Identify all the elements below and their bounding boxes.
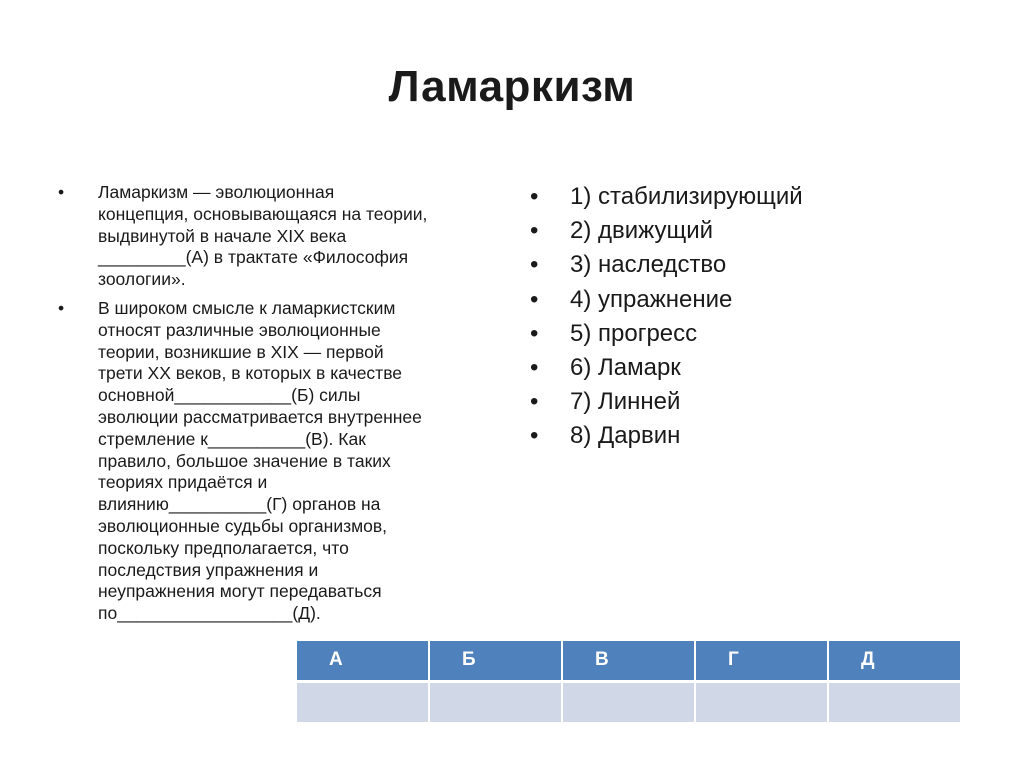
answer-cell[interactable] (695, 681, 828, 722)
answer-table (295, 641, 962, 722)
paragraph-2 (58, 298, 498, 625)
text-line: правило, большое значение в таких (98, 450, 391, 471)
table-header-cell: А (296, 641, 429, 681)
option-item (530, 214, 990, 248)
paragraph-1 (58, 182, 498, 291)
bullet-icon: • (58, 182, 65, 202)
option-label: 3) наследство (570, 251, 727, 279)
text-line: концепция, основывающаяся на теории, (98, 203, 428, 224)
table-header-cell: Г (695, 641, 828, 681)
text-line: трети XX веков, в которых в качестве (98, 363, 403, 384)
table-header-cell: Д (828, 641, 961, 681)
text-line: по__________________(Д). (98, 603, 321, 624)
option-label: 6) Ламарк (570, 354, 681, 382)
text-line: неупражнения могут передаваться (98, 581, 382, 602)
option-item (530, 248, 990, 282)
answer-cell[interactable] (562, 681, 695, 722)
bullet-icon: • (530, 251, 539, 279)
text-line: _________(А) в трактате «Философия (98, 247, 409, 268)
text-line: эволюции рассматривается внутреннее (98, 406, 422, 427)
text-line: зоологии». (98, 269, 186, 290)
text-column (58, 182, 498, 632)
option-label: 8) Дарвин (570, 422, 681, 450)
option-label: 4) упражнение (570, 285, 733, 313)
bullet-icon: • (530, 319, 539, 347)
text-line: Ламаркизм — эволюционная (98, 182, 335, 202)
option-label: 7) Линней (570, 388, 681, 416)
bullet-icon: • (530, 354, 539, 382)
option-item (530, 180, 990, 214)
text-line: теории, возникшие в XIX — первой (98, 341, 384, 362)
text-line: эволюционные судьбы организмов, (98, 515, 388, 536)
text-line: основной____________(Б) силы (98, 385, 361, 406)
option-label: 5) прогресс (570, 319, 698, 347)
text-line: теориях придаётся и (98, 472, 268, 493)
option-item (530, 351, 990, 385)
bullet-icon: • (530, 183, 539, 210)
answer-cell[interactable] (296, 681, 429, 722)
bullet-icon: • (530, 285, 539, 313)
option-label: 2) движущий (570, 217, 714, 245)
text-line: В широком смысле к ламаркистским (98, 297, 396, 318)
options-list (530, 180, 990, 454)
text-line: выдвинутой в начале XIX века (98, 225, 347, 246)
slide-title: Ламаркизм (388, 62, 636, 111)
text-line: влиянию__________(Г) органов на (98, 494, 381, 515)
table-header-cell: Б (429, 641, 562, 681)
text-line: стремление к__________(В). Как (98, 428, 366, 449)
text-line: относят различные эволюционные (98, 319, 381, 340)
text-line: поскольку предполагается, что (98, 537, 349, 558)
table-header-cell: В (562, 641, 695, 681)
bullet-icon: • (58, 297, 65, 318)
option-item (530, 385, 990, 419)
text-line: последствия упражнения и (98, 559, 319, 580)
answer-cell[interactable] (429, 681, 562, 722)
table-row (296, 681, 961, 722)
bullet-icon: • (530, 422, 539, 450)
bullet-icon: • (530, 388, 539, 416)
option-item (530, 317, 990, 351)
option-item (530, 283, 990, 317)
bullet-icon: • (530, 217, 539, 245)
option-label: 1) стабилизирующий (570, 183, 803, 210)
answer-cell[interactable] (828, 681, 961, 722)
option-item (530, 419, 990, 453)
table-header-row (296, 641, 961, 681)
